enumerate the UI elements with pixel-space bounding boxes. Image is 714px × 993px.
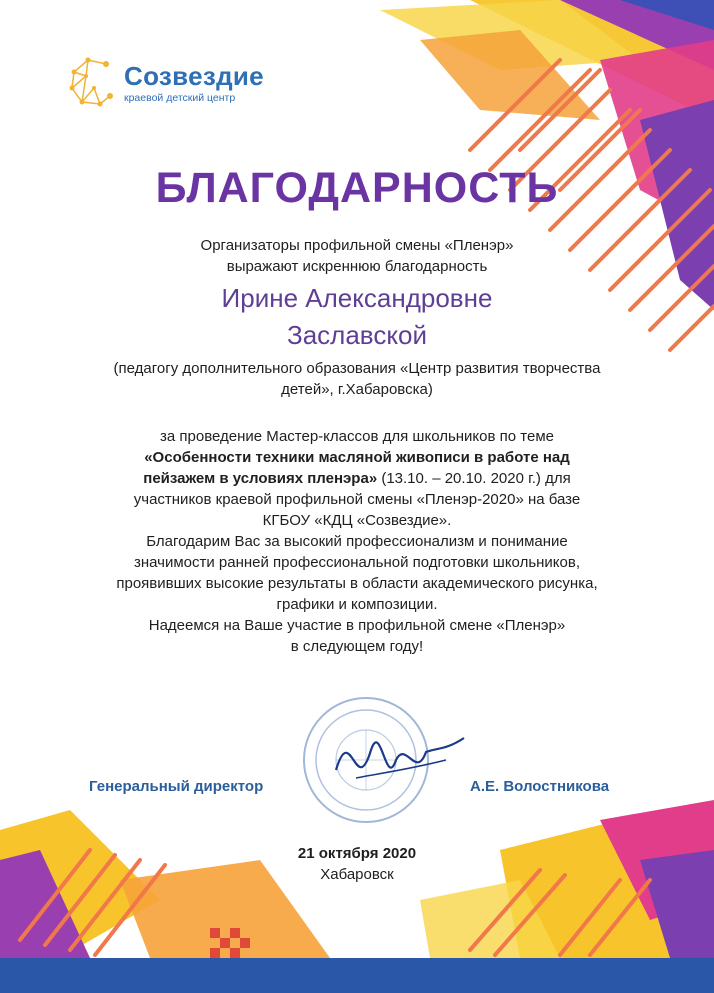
logo-name: Созвездие	[124, 61, 264, 91]
issue-city: Хабаровск	[320, 866, 394, 883]
date-block	[0, 843, 714, 885]
constellation-icon	[66, 56, 118, 108]
recipient-last-name: Заславской	[287, 320, 427, 350]
recipient-position	[0, 358, 714, 400]
reason-text	[0, 426, 714, 657]
signatory-name: А.Е. Волостникова	[470, 778, 610, 795]
reason-line: графики и композиции.	[276, 596, 438, 613]
position-line: (педагогу дополнительного образования «Центр развития творчества	[113, 360, 601, 377]
intro-line: выражают искреннюю благодарность	[226, 258, 488, 275]
reason-line: значимости ранней профессиональной подготовки школьников,	[133, 554, 581, 571]
official-seal-icon	[296, 690, 466, 830]
intro-text	[0, 235, 714, 277]
recipient-name	[0, 282, 714, 351]
reason-line: КГБОУ «КДЦ «Созвездие».	[262, 512, 452, 529]
logo-subtitle: краевой детский центр	[124, 92, 236, 104]
event-dates: (13.10. – 20.10. 2020 г.) для	[377, 470, 571, 487]
topic-line: пейзажем в условиях пленэра»	[143, 470, 378, 487]
signatory-role: Генеральный директор	[89, 778, 264, 795]
footer-bar	[0, 958, 714, 993]
reason-line: в следующем году!	[290, 638, 424, 655]
reason-line: участников краевой профильной смены «Пленэр-2020» на базе	[133, 491, 581, 508]
intro-line: Организаторы профильной смены «Пленэр»	[200, 237, 514, 254]
recipient-first-line: Ирине Александровне	[221, 283, 493, 313]
reason-line: за проведение Мастер-классов для школьников по теме	[160, 428, 554, 445]
reason-line: Надеемся на Ваше участие в профильной смене «Пленэр»	[148, 617, 566, 634]
position-line: детей», г.Хабаровска)	[281, 381, 433, 398]
signature-icon	[336, 738, 464, 770]
logo	[66, 56, 286, 116]
page-title: БЛАГОДАРНОСТЬ	[155, 164, 559, 212]
reason-line: Благодарим Вас за высокий профессионализм и понимание	[146, 533, 568, 550]
topic-line: «Особенности техники масляной живописи в работе над	[144, 449, 570, 466]
issue-date: 21 октября 2020	[297, 845, 417, 862]
reason-line: проявивших высокие результаты в области академического рисунка,	[116, 575, 598, 592]
